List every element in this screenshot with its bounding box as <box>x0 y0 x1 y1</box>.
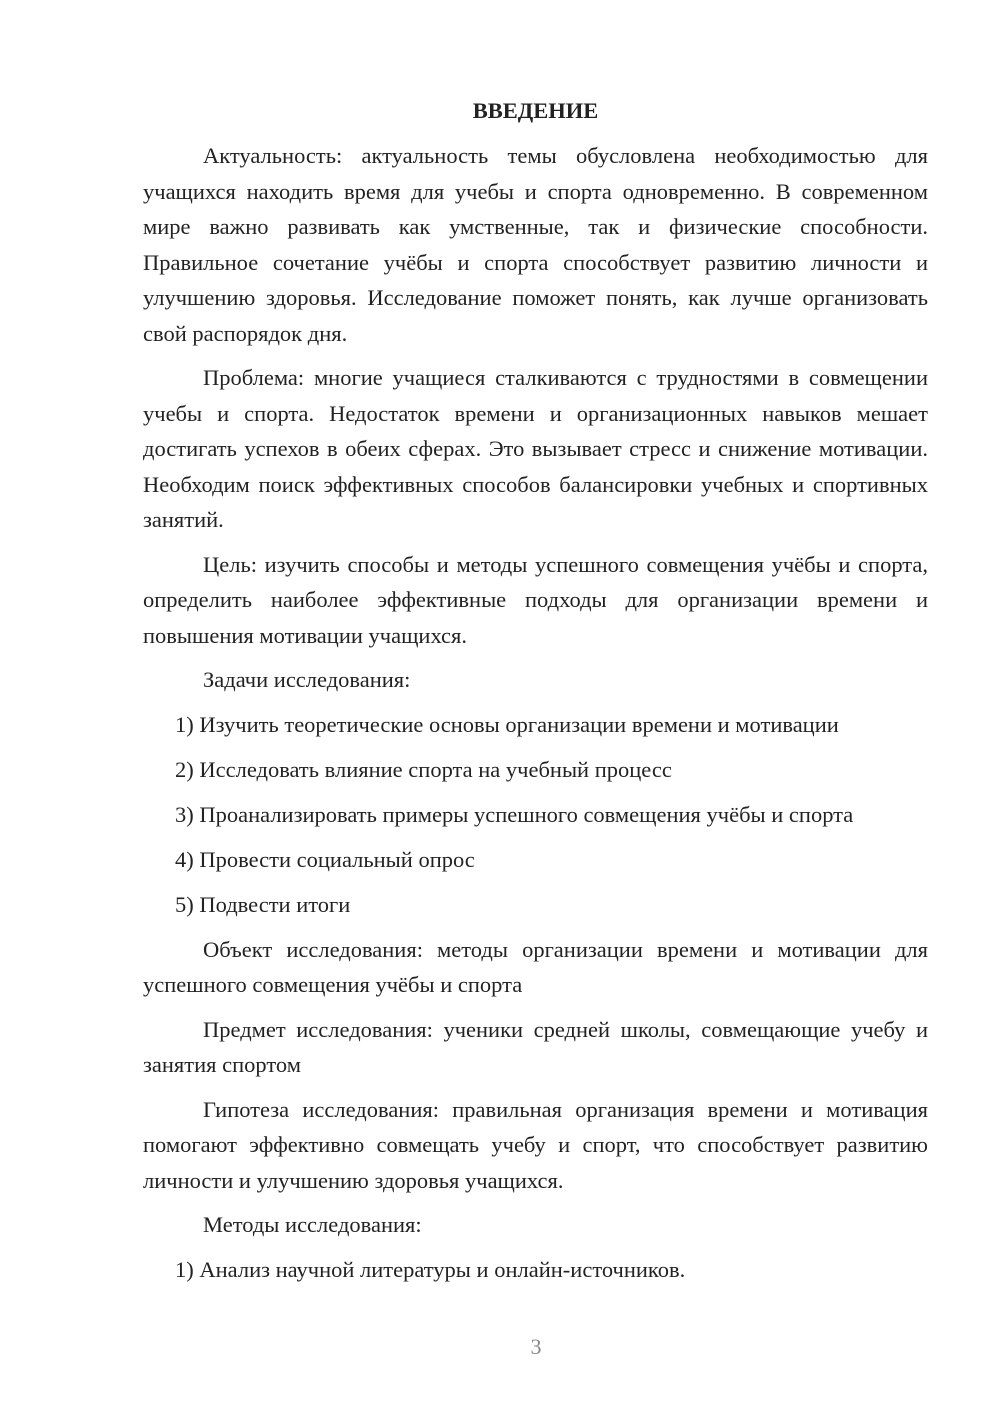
problem-paragraph: Проблема: многие учащиеся сталкиваются с трудностями в совмещении учебы и спорта. Недостаток времени и организационных навыков мешает достигать успехов в обеих сферах. Это вызывает стресс и снижение мотивации. Необходим поиск эффективных способов балансировки учебных и спортивных занятий. <box>143 365 928 532</box>
method-item-1: 1) Анализ научной литературы и онлайн-источников. <box>175 1257 686 1282</box>
relevance-paragraph: Актуальность: актуальность темы обусловлена необходимостью для учащихся находить время для учебы и спорта одновременно. В современном мире важно развивать как умственные, так и физические способности. Правильное сочетание учёбы и спорта способствует развитию личности и улучшению здоровья. Исследование поможет понять, как лучше организовать свой распорядок дня. <box>143 143 928 346</box>
subject-paragraph: Предмет исследования: ученики средней школы, совмещающие учебу и занятия спортом <box>143 1016 928 1077</box>
object-paragraph: Объект исследования: методы организации времени и мотивации для успешного совмещения учёбы и спорта <box>143 936 928 997</box>
hypothesis-paragraph: Гипотеза исследования: правильная организация времени и мотивация помогают эффективно совмещать учебу и спорт, что способствует развитию личности и улучшению здоровья учащихся. <box>143 1096 928 1193</box>
task-item-2: 2) Исследовать влияние спорта на учебный процесс <box>175 757 672 782</box>
section-title: ВВЕДЕНИЕ <box>472 98 599 123</box>
task-item-5: 5) Подвести итоги <box>175 892 351 917</box>
methods-heading: Методы исследования: <box>203 1212 422 1237</box>
task-item-4: 4) Провести социальный опрос <box>175 847 475 872</box>
task-item-3: 3) Проанализировать примеры успешного совмещения учёбы и спорта <box>175 802 854 827</box>
task-item-1: 1) Изучить теоретические основы организации времени и мотивации <box>175 712 839 737</box>
document-body <box>143 96 928 1288</box>
page-number: 3 <box>530 1334 542 1359</box>
tasks-heading: Задачи исследования: <box>203 667 411 692</box>
goal-paragraph: Цель: изучить способы и методы успешного совмещения учёбы и спорта, определить наиболее эффективные подходы для организации времени и повышения мотивации учащихся. <box>143 551 928 648</box>
